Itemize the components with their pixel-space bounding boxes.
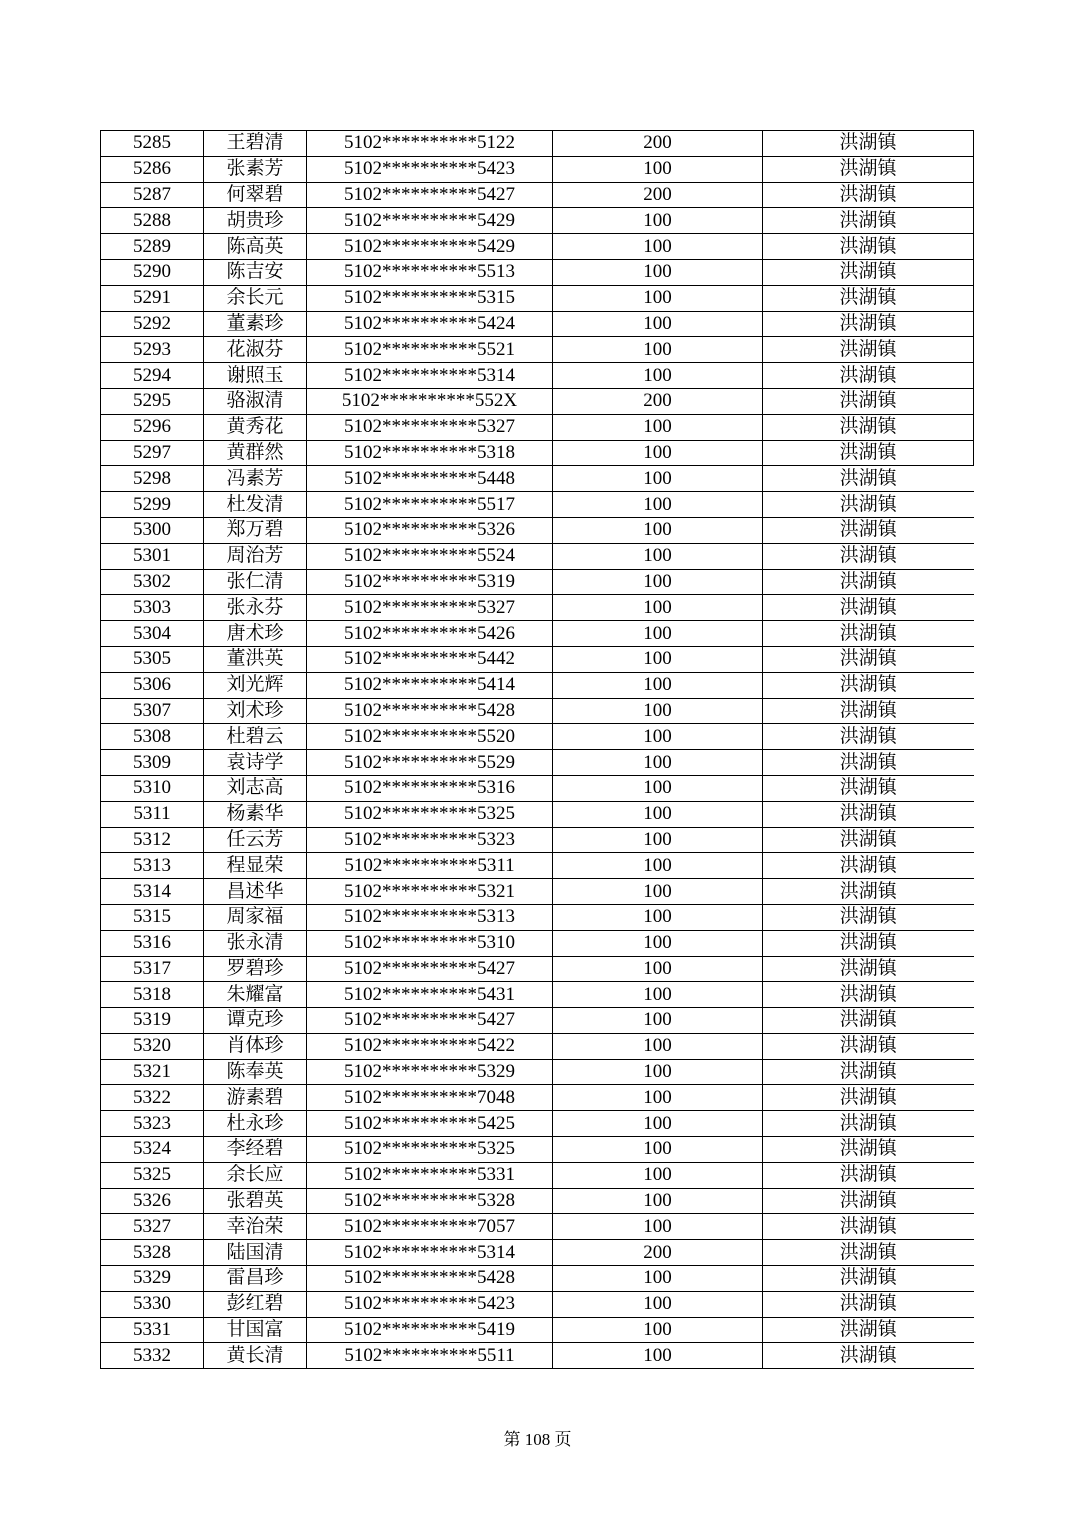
id-number: 5102**********5448	[307, 466, 553, 492]
row-number: 5330	[101, 1291, 204, 1317]
row-number: 5301	[101, 543, 204, 569]
id-number: 5102**********5414	[307, 672, 553, 698]
table-row	[101, 1033, 974, 1059]
row-number: 5285	[101, 131, 204, 157]
amount: 100	[553, 1033, 763, 1059]
amount: 100	[553, 569, 763, 595]
town-name: 洪湖镇	[763, 1162, 974, 1188]
town-name: 洪湖镇	[763, 182, 974, 208]
table-row	[101, 904, 974, 930]
row-number: 5331	[101, 1317, 204, 1343]
id-number: 5102**********5423	[307, 1291, 553, 1317]
person-name: 董素珍	[204, 311, 307, 337]
person-name: 花淑芬	[204, 337, 307, 363]
table-row	[101, 1162, 974, 1188]
id-number: 5102**********5428	[307, 1266, 553, 1292]
id-number: 5102**********5325	[307, 1137, 553, 1163]
row-number: 5306	[101, 672, 204, 698]
id-number: 5102**********5325	[307, 801, 553, 827]
town-name: 洪湖镇	[763, 853, 974, 879]
town-name: 洪湖镇	[763, 337, 974, 363]
town-name: 洪湖镇	[763, 1059, 974, 1085]
town-name: 洪湖镇	[763, 646, 974, 672]
table-row	[101, 259, 974, 285]
town-name: 洪湖镇	[763, 285, 974, 311]
id-number: 5102**********5327	[307, 595, 553, 621]
town-name: 洪湖镇	[763, 1085, 974, 1111]
row-number: 5318	[101, 982, 204, 1008]
row-number: 5304	[101, 621, 204, 647]
id-number: 5102**********7057	[307, 1214, 553, 1240]
table-row	[101, 775, 974, 801]
table-row	[101, 285, 974, 311]
row-number: 5321	[101, 1059, 204, 1085]
table-row	[101, 1085, 974, 1111]
table-row	[101, 569, 974, 595]
town-name: 洪湖镇	[763, 363, 974, 389]
person-name: 雷昌珍	[204, 1266, 307, 1292]
table-row	[101, 801, 974, 827]
id-number: 5102**********5329	[307, 1059, 553, 1085]
amount: 100	[553, 285, 763, 311]
row-number: 5297	[101, 440, 204, 466]
amount: 100	[553, 1266, 763, 1292]
table-row	[101, 234, 974, 260]
person-name: 游素碧	[204, 1085, 307, 1111]
table-body	[101, 131, 974, 1369]
amount: 100	[553, 672, 763, 698]
row-number: 5305	[101, 646, 204, 672]
id-number: 5102**********5315	[307, 285, 553, 311]
table-row	[101, 879, 974, 905]
amount: 200	[553, 131, 763, 157]
row-number: 5291	[101, 285, 204, 311]
amount: 100	[553, 698, 763, 724]
person-name: 何翠碧	[204, 182, 307, 208]
town-name: 洪湖镇	[763, 1240, 974, 1266]
table-row	[101, 182, 974, 208]
person-name: 罗碧珍	[204, 956, 307, 982]
town-name: 洪湖镇	[763, 1214, 974, 1240]
amount: 100	[553, 414, 763, 440]
person-name: 任云芳	[204, 827, 307, 853]
id-number: 5102**********5520	[307, 724, 553, 750]
person-name: 唐术珍	[204, 621, 307, 647]
id-number: 5102**********5313	[307, 904, 553, 930]
amount: 100	[553, 904, 763, 930]
person-name: 郑万碧	[204, 517, 307, 543]
row-number: 5293	[101, 337, 204, 363]
row-number: 5329	[101, 1266, 204, 1292]
person-name: 袁诗学	[204, 750, 307, 776]
amount: 100	[553, 363, 763, 389]
page-number: 第 108 页	[503, 1430, 572, 1449]
amount: 100	[553, 1137, 763, 1163]
person-name: 李经碧	[204, 1137, 307, 1163]
amount: 100	[553, 775, 763, 801]
row-number: 5324	[101, 1137, 204, 1163]
amount: 100	[553, 208, 763, 234]
row-number: 5298	[101, 466, 204, 492]
town-name: 洪湖镇	[763, 156, 974, 182]
row-number: 5302	[101, 569, 204, 595]
town-name: 洪湖镇	[763, 208, 974, 234]
row-number: 5287	[101, 182, 204, 208]
person-name: 余长元	[204, 285, 307, 311]
person-name: 黄长清	[204, 1343, 307, 1369]
person-name: 胡贵珍	[204, 208, 307, 234]
id-number: 5102**********5431	[307, 982, 553, 1008]
row-number: 5308	[101, 724, 204, 750]
id-number: 5102**********5442	[307, 646, 553, 672]
id-number: 5102**********7048	[307, 1085, 553, 1111]
town-name: 洪湖镇	[763, 234, 974, 260]
amount: 100	[553, 956, 763, 982]
amount: 100	[553, 646, 763, 672]
table-row	[101, 208, 974, 234]
town-name: 洪湖镇	[763, 440, 974, 466]
row-number: 5290	[101, 259, 204, 285]
id-number: 5102**********5511	[307, 1343, 553, 1369]
row-number: 5303	[101, 595, 204, 621]
town-name: 洪湖镇	[763, 801, 974, 827]
row-number: 5300	[101, 517, 204, 543]
town-name: 洪湖镇	[763, 879, 974, 905]
id-number: 5102**********5427	[307, 956, 553, 982]
town-name: 洪湖镇	[763, 131, 974, 157]
person-name: 刘术珍	[204, 698, 307, 724]
person-name: 杨素华	[204, 801, 307, 827]
table-row	[101, 956, 974, 982]
amount: 100	[553, 982, 763, 1008]
person-name: 程显荣	[204, 853, 307, 879]
town-name: 洪湖镇	[763, 492, 974, 518]
row-number: 5327	[101, 1214, 204, 1240]
town-name: 洪湖镇	[763, 1343, 974, 1369]
id-number: 5102**********5310	[307, 930, 553, 956]
id-number: 5102**********5529	[307, 750, 553, 776]
amount: 100	[553, 595, 763, 621]
row-number: 5299	[101, 492, 204, 518]
town-name: 洪湖镇	[763, 775, 974, 801]
row-number: 5312	[101, 827, 204, 853]
table-row	[101, 492, 974, 518]
table-row	[101, 982, 974, 1008]
id-number: 5102**********5318	[307, 440, 553, 466]
amount: 100	[553, 1008, 763, 1034]
person-name: 黄群然	[204, 440, 307, 466]
person-name: 朱耀富	[204, 982, 307, 1008]
id-number: 5102**********552X	[307, 388, 553, 414]
table-row	[101, 1008, 974, 1034]
amount: 100	[553, 1214, 763, 1240]
town-name: 洪湖镇	[763, 1033, 974, 1059]
table-row	[101, 853, 974, 879]
table-row	[101, 1317, 974, 1343]
table-row	[101, 724, 974, 750]
amount: 100	[553, 879, 763, 905]
table-row	[101, 1343, 974, 1369]
table-row	[101, 621, 974, 647]
id-number: 5102**********5428	[307, 698, 553, 724]
id-number: 5102**********5427	[307, 182, 553, 208]
table-row	[101, 517, 974, 543]
amount: 200	[553, 388, 763, 414]
row-number: 5286	[101, 156, 204, 182]
town-name: 洪湖镇	[763, 1291, 974, 1317]
id-number: 5102**********5316	[307, 775, 553, 801]
id-number: 5102**********5314	[307, 1240, 553, 1266]
id-number: 5102**********5427	[307, 1008, 553, 1034]
amount: 100	[553, 1162, 763, 1188]
table-row	[101, 466, 974, 492]
row-number: 5316	[101, 930, 204, 956]
table-row	[101, 543, 974, 569]
row-number: 5315	[101, 904, 204, 930]
town-name: 洪湖镇	[763, 724, 974, 750]
table-row	[101, 930, 974, 956]
town-name: 洪湖镇	[763, 1137, 974, 1163]
town-name: 洪湖镇	[763, 621, 974, 647]
row-number: 5296	[101, 414, 204, 440]
table-row	[101, 698, 974, 724]
town-name: 洪湖镇	[763, 750, 974, 776]
amount: 200	[553, 182, 763, 208]
person-name: 谭克珍	[204, 1008, 307, 1034]
person-name: 刘志高	[204, 775, 307, 801]
id-number: 5102**********5122	[307, 131, 553, 157]
id-number: 5102**********5424	[307, 311, 553, 337]
person-name: 杜碧云	[204, 724, 307, 750]
table-row	[101, 1059, 974, 1085]
person-name: 周治芳	[204, 543, 307, 569]
table-row	[101, 440, 974, 466]
row-number: 5288	[101, 208, 204, 234]
amount: 100	[553, 801, 763, 827]
id-number: 5102**********5524	[307, 543, 553, 569]
id-number: 5102**********5517	[307, 492, 553, 518]
town-name: 洪湖镇	[763, 466, 974, 492]
amount: 100	[553, 311, 763, 337]
town-name: 洪湖镇	[763, 930, 974, 956]
amount: 100	[553, 621, 763, 647]
amount: 100	[553, 1317, 763, 1343]
person-name: 骆淑清	[204, 388, 307, 414]
row-number: 5314	[101, 879, 204, 905]
table-row	[101, 1137, 974, 1163]
town-name: 洪湖镇	[763, 517, 974, 543]
person-name: 幸治荣	[204, 1214, 307, 1240]
person-name: 张碧英	[204, 1188, 307, 1214]
amount: 100	[553, 750, 763, 776]
row-number: 5332	[101, 1343, 204, 1369]
row-number: 5309	[101, 750, 204, 776]
table-row	[101, 1240, 974, 1266]
table-row	[101, 131, 974, 157]
table-row	[101, 1291, 974, 1317]
id-number: 5102**********5323	[307, 827, 553, 853]
town-name: 洪湖镇	[763, 672, 974, 698]
id-number: 5102**********5314	[307, 363, 553, 389]
id-number: 5102**********5425	[307, 1111, 553, 1137]
person-name: 张永芬	[204, 595, 307, 621]
row-number: 5292	[101, 311, 204, 337]
town-name: 洪湖镇	[763, 388, 974, 414]
row-number: 5328	[101, 1240, 204, 1266]
id-number: 5102**********5319	[307, 569, 553, 595]
id-number: 5102**********5513	[307, 259, 553, 285]
person-name: 黄秀花	[204, 414, 307, 440]
id-number: 5102**********5521	[307, 337, 553, 363]
amount: 100	[553, 827, 763, 853]
town-name: 洪湖镇	[763, 543, 974, 569]
person-name: 张素芳	[204, 156, 307, 182]
town-name: 洪湖镇	[763, 1111, 974, 1137]
table-row	[101, 750, 974, 776]
row-number: 5323	[101, 1111, 204, 1137]
table-row	[101, 156, 974, 182]
amount: 100	[553, 337, 763, 363]
person-name: 余长应	[204, 1162, 307, 1188]
id-number: 5102**********5327	[307, 414, 553, 440]
table-row	[101, 1214, 974, 1240]
amount: 100	[553, 259, 763, 285]
person-name: 王碧清	[204, 131, 307, 157]
amount: 100	[553, 156, 763, 182]
town-name: 洪湖镇	[763, 982, 974, 1008]
amount: 100	[553, 466, 763, 492]
amount: 100	[553, 440, 763, 466]
town-name: 洪湖镇	[763, 595, 974, 621]
town-name: 洪湖镇	[763, 1266, 974, 1292]
town-name: 洪湖镇	[763, 1317, 974, 1343]
id-number: 5102**********5426	[307, 621, 553, 647]
table-row	[101, 827, 974, 853]
town-name: 洪湖镇	[763, 698, 974, 724]
person-name: 周家福	[204, 904, 307, 930]
row-number: 5313	[101, 853, 204, 879]
row-number: 5310	[101, 775, 204, 801]
row-number: 5317	[101, 956, 204, 982]
amount: 100	[553, 1059, 763, 1085]
town-name: 洪湖镇	[763, 414, 974, 440]
subsidy-table	[100, 130, 974, 1369]
town-name: 洪湖镇	[763, 956, 974, 982]
id-number: 5102**********5423	[307, 156, 553, 182]
town-name: 洪湖镇	[763, 827, 974, 853]
row-number: 5326	[101, 1188, 204, 1214]
person-name: 董洪英	[204, 646, 307, 672]
row-number: 5322	[101, 1085, 204, 1111]
id-number: 5102**********5419	[307, 1317, 553, 1343]
amount: 100	[553, 930, 763, 956]
table-row	[101, 672, 974, 698]
person-name: 陈奉英	[204, 1059, 307, 1085]
id-number: 5102**********5311	[307, 853, 553, 879]
amount: 100	[553, 234, 763, 260]
amount: 100	[553, 543, 763, 569]
person-name: 陈吉安	[204, 259, 307, 285]
town-name: 洪湖镇	[763, 1008, 974, 1034]
amount: 100	[553, 724, 763, 750]
row-number: 5325	[101, 1162, 204, 1188]
id-number: 5102**********5429	[307, 208, 553, 234]
table-row	[101, 311, 974, 337]
id-number: 5102**********5328	[307, 1188, 553, 1214]
person-name: 杜永珍	[204, 1111, 307, 1137]
town-name: 洪湖镇	[763, 1188, 974, 1214]
person-name: 张仁清	[204, 569, 307, 595]
person-name: 谢照玉	[204, 363, 307, 389]
table-row	[101, 646, 974, 672]
row-number: 5289	[101, 234, 204, 260]
person-name: 昌述华	[204, 879, 307, 905]
amount: 100	[553, 1085, 763, 1111]
amount: 100	[553, 853, 763, 879]
amount: 100	[553, 1111, 763, 1137]
table-row	[101, 1111, 974, 1137]
table-row	[101, 595, 974, 621]
row-number: 5294	[101, 363, 204, 389]
table-row	[101, 388, 974, 414]
table-row	[101, 337, 974, 363]
town-name: 洪湖镇	[763, 904, 974, 930]
person-name: 陈高英	[204, 234, 307, 260]
row-number: 5311	[101, 801, 204, 827]
row-number: 5295	[101, 388, 204, 414]
amount: 100	[553, 1343, 763, 1369]
id-number: 5102**********5429	[307, 234, 553, 260]
person-name: 冯素芳	[204, 466, 307, 492]
person-name: 杜发清	[204, 492, 307, 518]
amount: 100	[553, 517, 763, 543]
id-number: 5102**********5321	[307, 879, 553, 905]
amount: 100	[553, 492, 763, 518]
id-number: 5102**********5422	[307, 1033, 553, 1059]
person-name: 张永清	[204, 930, 307, 956]
town-name: 洪湖镇	[763, 569, 974, 595]
person-name: 彭红碧	[204, 1291, 307, 1317]
amount: 200	[553, 1240, 763, 1266]
town-name: 洪湖镇	[763, 311, 974, 337]
person-name: 陆国清	[204, 1240, 307, 1266]
amount: 100	[553, 1291, 763, 1317]
table-row	[101, 1266, 974, 1292]
id-number: 5102**********5326	[307, 517, 553, 543]
row-number: 5319	[101, 1008, 204, 1034]
person-name: 肖体珍	[204, 1033, 307, 1059]
table-row	[101, 1188, 974, 1214]
person-name: 甘国富	[204, 1317, 307, 1343]
person-name: 刘光辉	[204, 672, 307, 698]
town-name: 洪湖镇	[763, 259, 974, 285]
row-number: 5320	[101, 1033, 204, 1059]
amount: 100	[553, 1188, 763, 1214]
table-row	[101, 414, 974, 440]
id-number: 5102**********5331	[307, 1162, 553, 1188]
row-number: 5307	[101, 698, 204, 724]
table-row	[101, 363, 974, 389]
